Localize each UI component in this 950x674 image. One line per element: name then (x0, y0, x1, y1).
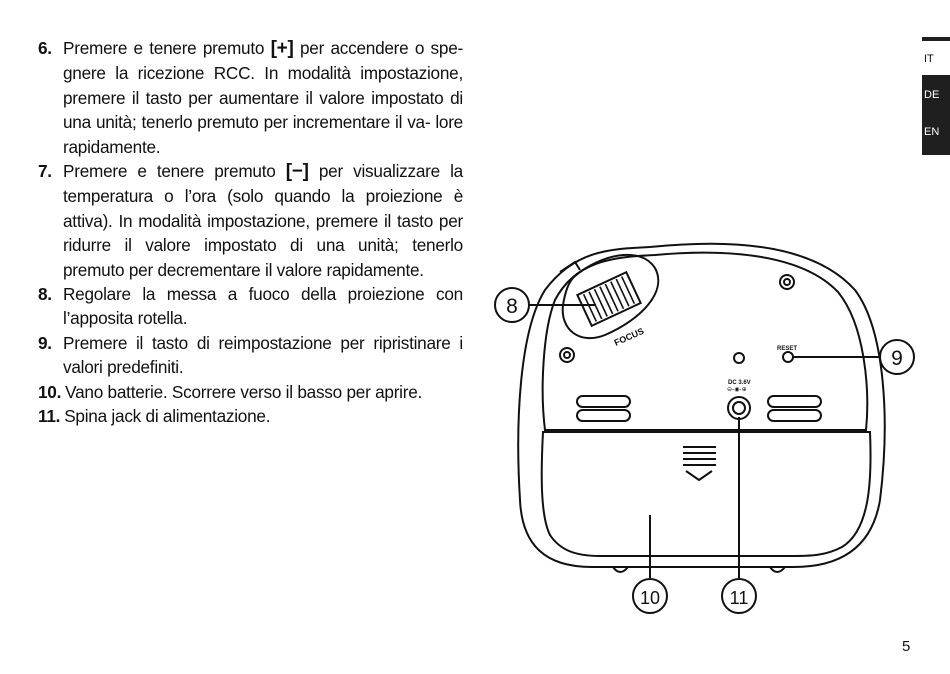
vent-left-bottom (577, 410, 630, 421)
item-text-end: per visualizzare la temperatura o l’ora (solo quando la proiezione è attiva). In modalità impostazione, premere il tasto per ridurre il valore impostato di una unità; tenerlo premuto per decrementare il valore rapidamente. (63, 161, 463, 280)
item-number: 8. (38, 284, 52, 305)
battery-compartment-door (542, 432, 871, 556)
instruction-item-10 (38, 380, 463, 404)
focus-label: FOCUS (612, 325, 646, 348)
item-text: Spina jack di alimentazione. (64, 406, 271, 427)
item-number: 11. (38, 406, 61, 427)
vent-left-top (577, 396, 630, 407)
sensor-hole (734, 353, 744, 363)
item-text-end: per accendere o spe- gnere la ricezione RCC. In modalità impostazione, premere il tasto per aumentare il valore impostato di una unità; tenerlo premuto per incrementare il va- lore rapidamente. (63, 38, 463, 157)
item-text: Premere il tasto di reimpostazione per ripristinare i valori predefiniti. (63, 332, 463, 378)
callout-11-label: 11 (729, 588, 749, 608)
item-text: Regolare la messa a fuoco della proiezione con l’apposita rotella. (63, 284, 463, 329)
item-number: 10. (38, 381, 62, 402)
instruction-item-8 (38, 282, 463, 331)
device-inner-panel (543, 253, 868, 430)
instruction-item-9 (38, 331, 463, 380)
item-number: 6. (38, 38, 52, 58)
vent-right-top (768, 396, 821, 407)
language-tab-it: IT (922, 41, 950, 75)
screw-left (560, 348, 574, 362)
language-tab-de: DE (924, 89, 940, 101)
instruction-item-6 (38, 36, 463, 159)
instruction-item-11 (38, 404, 463, 428)
item-text-start: Premere e tenere premuto (63, 161, 286, 182)
plus-button-symbol: [+] (270, 38, 294, 59)
reset-button (783, 352, 793, 362)
callout-10-label: 10 (639, 588, 661, 608)
page-number: 5 (902, 638, 911, 655)
item-number: 9. (38, 332, 52, 353)
dc-polarity-symbol: ⊖-◉-⊕ (727, 386, 747, 393)
reset-label: RESET (777, 346, 798, 352)
minus-button-symbol: [−] (285, 161, 309, 183)
item-text: Vano batterie. Scorrere verso il basso per aprire. (65, 381, 423, 402)
focus-wheel (577, 272, 640, 326)
device-outer-body (518, 244, 884, 567)
item-text-start: Premere e tenere premuto (63, 38, 271, 58)
dc-voltage-label: DC 3.6V (728, 380, 751, 386)
device-rear-diagram (490, 235, 930, 615)
language-tab-en: EN (924, 126, 940, 138)
vent-right-bottom (768, 410, 821, 421)
screw-top-right (780, 275, 794, 289)
slide-arrow (686, 471, 712, 480)
instruction-list (38, 36, 463, 429)
dc-jack (728, 397, 750, 419)
language-tabs (922, 37, 950, 155)
side-knob (560, 262, 580, 272)
callout-8-label: 8 (506, 295, 518, 318)
instruction-item-7 (38, 159, 463, 282)
item-number: 7. (38, 161, 52, 182)
callout-9-label: 9 (891, 347, 903, 370)
